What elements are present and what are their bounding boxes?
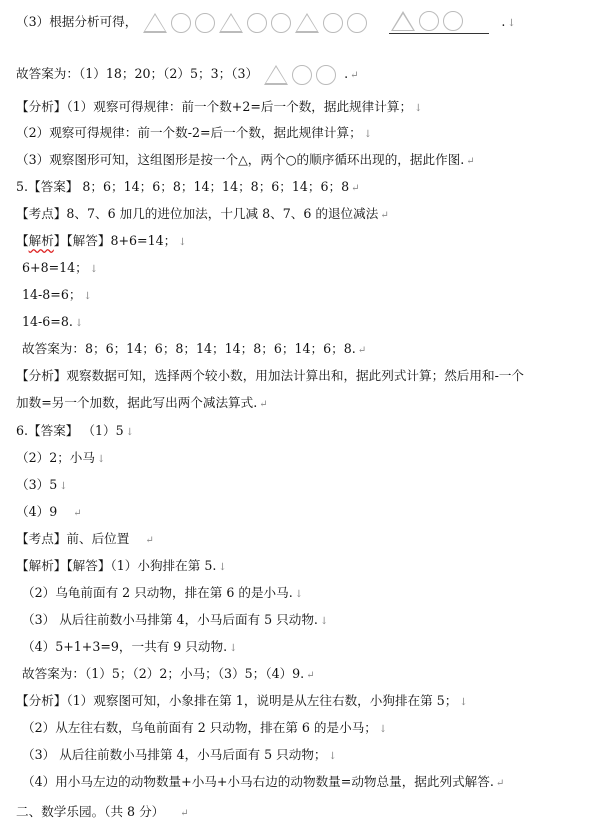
paragraph-mark: ↵ bbox=[73, 508, 82, 519]
answer-summary-line bbox=[16, 62, 359, 88]
q5-analysis-1 bbox=[16, 367, 524, 385]
q6-answer-text: （4）9 bbox=[16, 504, 58, 519]
paragraph-mark: ↓ bbox=[328, 751, 337, 762]
equation: 14-6=8. bbox=[22, 314, 73, 329]
triangle-icon bbox=[295, 13, 319, 33]
paragraph-mark: ↓ bbox=[378, 724, 388, 735]
analysis-3 bbox=[16, 151, 475, 171]
paragraph-mark: ↓ bbox=[507, 18, 516, 29]
q5-answer-text: 5.【答案】 8；6；14；6；8；14；14；8；6；14；6；8 bbox=[16, 179, 350, 194]
period: . bbox=[344, 66, 349, 81]
analysis-2 bbox=[16, 124, 372, 144]
triangle-icon bbox=[264, 65, 288, 85]
paragraph-mark: ↓ bbox=[414, 103, 423, 114]
q6-answer-3 bbox=[16, 476, 68, 496]
q6-final-text: 故答案为：（1）5；（2）2；小马；（3）5；（4）9. bbox=[22, 666, 305, 681]
paragraph-mark: ↓ bbox=[97, 454, 106, 465]
q6-analysis-3 bbox=[22, 746, 337, 766]
paragraph-mark: ↵ bbox=[259, 399, 268, 410]
equation: 6+8=14； bbox=[22, 260, 88, 275]
paragraph-mark: ↵ bbox=[145, 535, 154, 546]
q6-analysis-text: （4）用小马左边的动物数量+小马+小马右边的动物数量=动物总量，据此列式解答. bbox=[22, 774, 494, 789]
q6-analysis-4 bbox=[22, 773, 504, 793]
triangle-icon bbox=[391, 11, 415, 31]
q5-final-text: 故答案为：8；6；14；6；8；14；14；8；6；14；6；8. bbox=[22, 341, 356, 356]
paragraph-mark: ↓ bbox=[125, 427, 134, 438]
analysis-1 bbox=[16, 98, 422, 118]
q6-solution-2 bbox=[22, 584, 303, 604]
q6-solution-text: （4）5+1+3=9，一共有 9 只动物. bbox=[22, 639, 228, 654]
q5-analysis-text: 加数=另一个加数，据此写出两个减法算式. bbox=[16, 395, 258, 410]
circle-icon bbox=[419, 11, 439, 31]
q6-solution-text: 【解析】【解答】（1）小狗排在第 5. bbox=[16, 558, 217, 573]
q6-answer-4 bbox=[16, 503, 82, 523]
q6-solution-3 bbox=[22, 611, 328, 631]
q5-topic-text: 【考点】8、7、6 加几的进位加法，十几减 8、7、6 的退位减法 bbox=[16, 206, 379, 221]
answer-shapes bbox=[262, 65, 338, 85]
q6-final bbox=[22, 665, 315, 685]
q5-topic bbox=[16, 205, 389, 225]
section-2-heading bbox=[16, 803, 189, 823]
q5-eq-3 bbox=[22, 313, 83, 333]
q6-topic-text: 【考点】前、后位置 bbox=[16, 531, 130, 546]
circle-icon bbox=[443, 11, 463, 31]
answer-blank bbox=[389, 11, 489, 34]
answer-summary-prefix: 故答案为：（1）18；20；（2）5；3；（3） bbox=[16, 66, 259, 81]
q6-solution-4 bbox=[22, 638, 237, 658]
q5-eq-1 bbox=[22, 259, 98, 279]
q6-analysis-text: （3） 从后往前数小马排第 4，小马后面有 5 只动物； bbox=[22, 747, 327, 762]
q5-eq-2 bbox=[22, 286, 92, 306]
paragraph-mark: ↓ bbox=[83, 291, 92, 302]
q6-solution-text: （2）乌龟前面有 2 只动物，排在第 6 的是小马. bbox=[22, 585, 293, 600]
paragraph-mark: ↵ bbox=[350, 70, 359, 81]
circle-icon bbox=[247, 13, 267, 33]
paragraph-mark: ↓ bbox=[363, 129, 373, 140]
paragraph-mark: ↓ bbox=[178, 237, 187, 248]
paragraph-mark: ↵ bbox=[495, 778, 505, 789]
paragraph-mark: ↵ bbox=[180, 808, 189, 819]
q5-analysis-2 bbox=[16, 394, 268, 414]
circle-icon bbox=[323, 13, 343, 33]
circle-icon bbox=[316, 65, 336, 85]
paragraph-mark: ↓ bbox=[319, 616, 329, 627]
q5-solution: 【解析】【解答】8+6=14； ↓ bbox=[16, 233, 187, 248]
analysis-2-text: （2）观察可得规律：前一个数-2=后一个数，据此规律计算； bbox=[16, 125, 362, 140]
paragraph-mark: ↓ bbox=[459, 697, 468, 708]
q6-answer-2 bbox=[16, 449, 105, 469]
paragraph-mark: ↓ bbox=[89, 264, 99, 275]
q6-answer-text: （2）2；小马 bbox=[16, 450, 95, 465]
q6-answer bbox=[16, 422, 134, 442]
equation: 14-8=6； bbox=[22, 287, 82, 302]
paragraph-mark: ↓ bbox=[74, 318, 84, 329]
q6-topic bbox=[16, 530, 154, 550]
circle-icon bbox=[195, 13, 215, 33]
q6-solution-text: （3） 从后往前数小马排第 4，小马后面有 5 只动物. bbox=[22, 612, 318, 627]
circle-icon bbox=[271, 13, 291, 33]
triangle-icon bbox=[219, 13, 243, 33]
paragraph-mark: ↵ bbox=[466, 156, 475, 167]
answer-3-prefix: （3）根据分析可得， bbox=[16, 14, 138, 29]
paragraph-mark: ↓ bbox=[229, 643, 238, 654]
answer-3-line bbox=[16, 10, 516, 36]
circle-icon bbox=[347, 13, 367, 33]
q5-final bbox=[22, 340, 366, 360]
q5-answer bbox=[16, 178, 360, 198]
q6-answer-text: （3）5 bbox=[16, 477, 58, 492]
triangle-icon bbox=[143, 13, 167, 33]
q6-analysis-text: （2）从左往右数，乌龟前面有 2 只动物，排在第 6 的是小马； bbox=[22, 720, 377, 735]
q5-analysis-text: 【分析】观察数据可知，选择两个较小数，用加法计算出和，据此列式计算；然后用和-一个 bbox=[16, 368, 525, 383]
q6-solution bbox=[16, 557, 227, 577]
q6-analysis-text: 【分析】（1）观察图可知，小象排在第 1，说明是从左往右数，小狗排在第 5； bbox=[16, 693, 458, 708]
analysis-3-text: （3）观察图形可知，这组图形是按一个△，两个○的顺序循环出现的，据此作图. bbox=[16, 152, 465, 167]
paragraph-mark: ↵ bbox=[380, 210, 389, 221]
section-heading-text: 二、数学乐园。（共 8 分） bbox=[16, 804, 165, 819]
period: . bbox=[501, 14, 506, 29]
paragraph-mark: ↵ bbox=[306, 670, 315, 681]
q5-solution-text: 【解答】8+6=14； bbox=[66, 233, 177, 248]
q6-answer-text: 6.【答案】 （1）5 bbox=[16, 423, 124, 438]
shape-sequence bbox=[141, 11, 489, 34]
paragraph-mark: ↓ bbox=[294, 589, 304, 600]
paragraph-mark: ↵ bbox=[351, 183, 360, 194]
analysis-1-text: 【分析】（1）观察可得规律：前一个数+2=后一个数，据此规律计算； bbox=[16, 99, 413, 114]
q6-analysis-1 bbox=[16, 692, 468, 712]
q6-analysis-2 bbox=[22, 719, 387, 739]
paragraph-mark: ↵ bbox=[357, 345, 367, 356]
jiexi-label: 解析 bbox=[28, 233, 54, 248]
paragraph-mark: ↓ bbox=[218, 562, 227, 573]
paragraph-mark: ↓ bbox=[59, 481, 68, 492]
circle-icon bbox=[292, 65, 312, 85]
circle-icon bbox=[171, 13, 191, 33]
